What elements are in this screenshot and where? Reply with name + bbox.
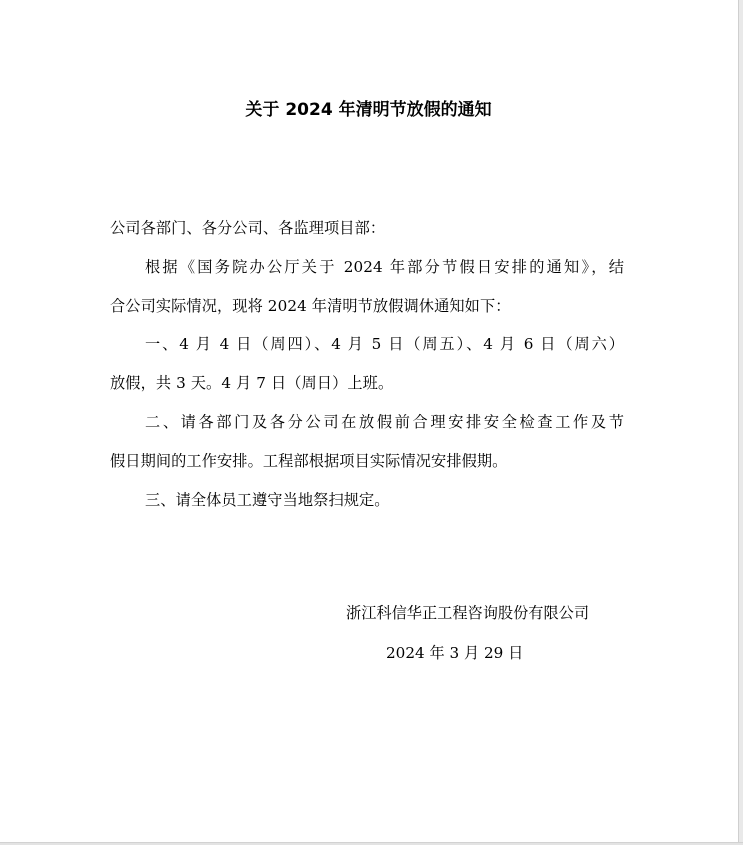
paragraph-2-line-2: 放假，共 3 天。4 月 7 日（周日）上班。 bbox=[110, 374, 394, 392]
page-right-edge bbox=[738, 0, 743, 845]
paragraph-2-line-1: 一、4 月 4 日（周四）、4 月 5 日（周五）、4 月 6 日（周六） bbox=[145, 335, 624, 353]
paragraph-3-line-1: 二、请各部门及各分公司在放假前合理安排安全检查工作及节 bbox=[145, 413, 624, 431]
paragraph-4-line-1: 三、请全体员工遵守当地祭扫规定。 bbox=[145, 491, 390, 509]
page-title: 关于 2024 年清明节放假的通知 bbox=[245, 100, 492, 120]
signature-date: 2024 年 3 月 29 日 bbox=[386, 644, 524, 662]
paragraph-1-line-2: 合公司实际情况，现将 2024 年清明节放假调休通知如下： bbox=[110, 297, 511, 315]
salutation: 公司各部门、各分公司、各监理项目部： bbox=[110, 219, 386, 237]
signature-company: 浙江科信华正工程咨询股份有限公司 bbox=[346, 604, 589, 622]
paragraph-3-line-2: 假日期间的工作安排。工程部根据项目实际情况安排假期。 bbox=[110, 452, 508, 470]
paragraph-1-line-1: 根据《国务院办公厅关于 2024 年部分节假日安排的通知》，结 bbox=[145, 258, 624, 276]
